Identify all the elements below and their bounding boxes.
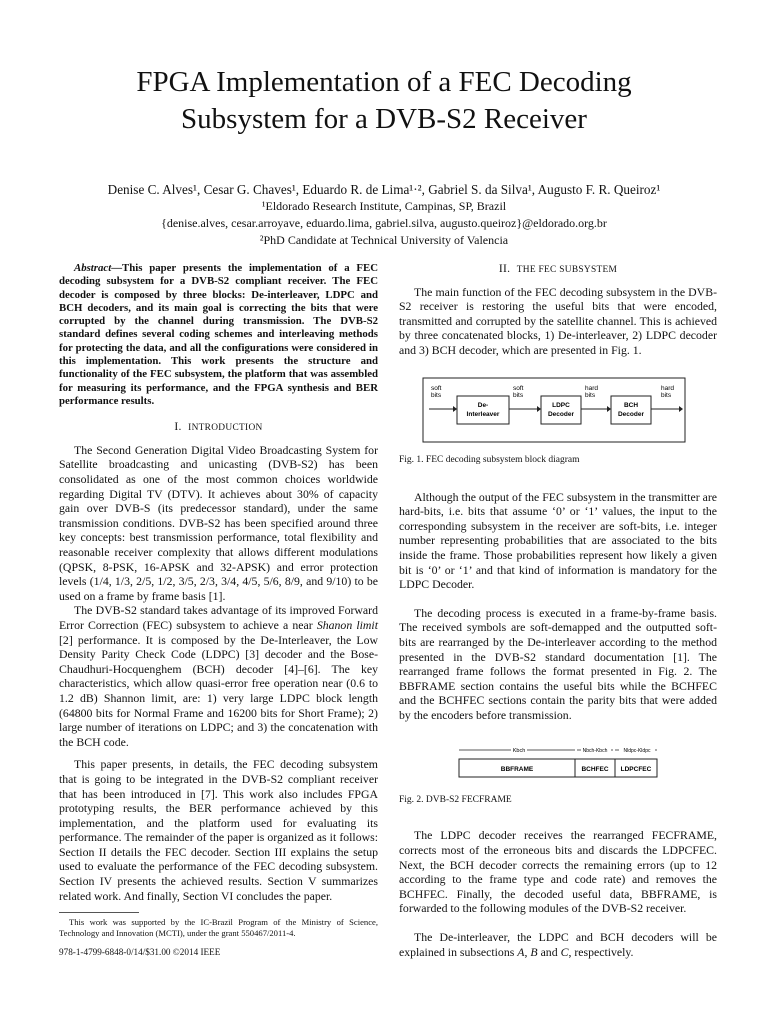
fec-paragraph-5-start: The De-interleaver, the LDPC and BCH decoders will be explained in subsections: [399, 930, 717, 959]
section-2-heading: [399, 262, 717, 278]
section-2-title: THE FEC SUBSYSTEM: [516, 265, 618, 275]
arrow-2-head: [607, 406, 611, 412]
affiliation-1: ¹Eldorado Research Institute, Campinas, SP, Brazil: [261, 199, 507, 213]
fec-paragraph-5-end: , respectively.: [568, 944, 634, 959]
subsection-c-ref: C: [560, 944, 569, 959]
fig1-block-1-line-2: Interleaver: [466, 410, 500, 418]
spacer-2: [399, 806, 717, 828]
fig1-block-2-line-2: Decoder: [547, 410, 575, 418]
fec-paragraph-1: The main function of the FEC decoding subsystem in the DVB-S2 receiver is restoring the useful bits that were encoded, transmitted and corrupted by the satellite channel. This is achieved by three concatenated blocks, 1) De-interleaver, 2) LDPC decoder and 3) BCH decoder, which are presented in Fig. 1.: [399, 284, 717, 357]
intro-paragraph-3: This paper presents, in details, the FEC decoding subsystem that is going to be integrated in the DVB-S2 compliant receiver that has been introduced in [7]. This work also includes FPGA prototyping results, the BER performance achieved by this implementation, and the platform used for evaluating its performance. The remainder of the paper is organized as it follows: Section II details the FEC decoder. Section III explains the setup used to evaluate the performance of the FEC decoding subsystem. Section IV presents the achieved results. Section V summarizes related work. And finally, Section VI concludes the paper.: [59, 757, 378, 903]
fig1-block-3-line-1: BCH: [623, 401, 639, 409]
and-sep: and: [537, 944, 561, 959]
fec-block-diagram: [399, 372, 717, 448]
bbframe-label: BBFRAME: [500, 766, 534, 774]
section-1-heading: [59, 420, 378, 436]
comma-sep: ,: [524, 944, 531, 959]
ldpcfec-label: LDPCFEC: [620, 766, 652, 774]
title-line-1: FPGA Implementation of a FEC Decoding: [136, 66, 632, 98]
spacer: [399, 466, 717, 490]
author-emails: {denise.alves, cesar.arroyave, eduardo.lima, gabriel.silva, augusto.queiroz}@eldorado.org.br: [161, 216, 607, 230]
title-line-2: Subsystem for a DVB-S2 Receiver: [181, 103, 587, 135]
section-1-number: I.: [174, 420, 182, 434]
fig1-caption: Fig. 1. FEC decoding subsystem block diagram: [399, 454, 580, 465]
fig2-caption: Fig. 2. DVB-S2 FECFRAME: [399, 795, 512, 806]
dim-label-nbch-kbch: Nbch-Kbch: [582, 748, 608, 755]
arrow-1-head: [537, 406, 541, 412]
footnote-rule: [59, 912, 139, 913]
section-1-title: INTRODUCTION: [188, 423, 263, 434]
dim-label-kbch: Kbch: [512, 748, 526, 755]
fig1-soft-label-1b: bits: [431, 391, 442, 399]
affiliation-2: ²PhD Candidate at Technical University of Valencia: [259, 233, 509, 247]
copyright-notice: 978-1-4799-6848-0/14/$31.00 ©2014 IEEE: [59, 947, 221, 958]
fig1-hard-label-1a: hard: [585, 384, 599, 392]
author-block: [0, 180, 768, 248]
diagram-frame: [423, 378, 685, 442]
section-2-number: II.: [498, 262, 511, 275]
fig1-hard-label-2b: bits: [661, 391, 672, 399]
arrow-out-head: [679, 406, 683, 412]
abstract: [59, 262, 378, 408]
dim-label-nldpc-kldpc: Nldpc-Kldpc: [623, 748, 651, 755]
ldpc-block: [541, 396, 581, 424]
fig1-soft-label-2b: bits: [513, 391, 524, 399]
intro-paragraph-1: The Second Generation Digital Video Broadcasting System for Satellite broadcasting and unicasting (DVB-S2) has been consolidated as one of the most common choices worldwide regarding Digital TV (DTV). It achieves about 30% of capacity gain over DVB-S (its predecessor standard), under the same transmission conditions. DVB-S2 has been specified around three key concepts: best transmission performance, total flexibility and reasonable receiver complexity that allows different modulations (QPSK, 8-PSK, 16-APSK and 32-APSK) and error protection levels (1/4, 1/3, 2/5, 1/2, 3/5, 2/3, 3/4, 4/5, 5/6, 8/9, and 9/10) to be used on a frame by frame basis [1].: [59, 442, 378, 603]
deinterleaver-block: [457, 396, 509, 424]
paper-title: [0, 64, 768, 138]
fec-paragraph-4: The LDPC decoder receives the rearranged FECFRAME, corrects most of the erroneous bits and discards the LDPCFEC. Next, the BCH decoder corrects the remaining errors (up to 12 according to the frame type and code rate) and removes the BCHFEC. Finally, the decoded useful data, BBFRAME, is forwarded to the following modules of the DVB-S2 receiver.: [399, 828, 717, 916]
subsection-a-ref: A: [517, 944, 525, 959]
shanon-limit-term: Shanon limit: [316, 617, 378, 632]
abstract-text: —This paper presents the implementation of a FEC decoding subsystem for a DVB-S2 compliant receiver. The FEC decoder is composed by three blocks: De-interleaver, LDPC and BCH decoders, and its main goal is correcting the bits that were corrupted by the channel during transmission. The DVB-S2 standard defines several coding schemes and interleaving methods for protecting the data, and all the configurations were considered in this implementation. This work presents the structure and functionality of the FEC subsystem, the platform that was assembled for measuring its performance, and the FPGA synthesis and BER performance results.: [59, 262, 378, 407]
bchfec-label: BCHFEC: [581, 766, 609, 774]
fig1-soft-label-1a: soft: [431, 384, 442, 392]
left-column: [59, 262, 378, 960]
subsection-b-ref: B: [530, 944, 538, 959]
fig1-block-3-line-2: Decoder: [617, 410, 645, 418]
fig1-soft-label-2a: soft: [513, 384, 524, 392]
fig1-hard-label-2a: hard: [661, 384, 675, 392]
intro-paragraph-2-start: The DVB-S2 standard takes advantage of its improved Forward Error Correction (FEC) subsystem to achieve a near: [59, 603, 378, 632]
bch-block: [611, 396, 651, 424]
abstract-label: Abstract: [74, 262, 112, 274]
intro-paragraph-2: [59, 603, 378, 749]
fig1-block-1-line-1: De-: [477, 401, 489, 409]
right-column: [399, 262, 717, 959]
intro-paragraph-2-end: [2] performance. It is composed by the De-Interleaver, the Low Density Parity Check Code (LDPC) [3] decoder and the Bose-Chaudhuri-Hocquenghem (BCH) decoder [4]–[6]. The key characteristics, which allow quasi-error free operation near (0.6 to 1.2 dB) Shannon limit, are: 1) very large LDPC block length (64800 bits for Normal Frame and 16200 bits for Short Frame); 2) large number of iterations on LDPC; and 3) the concatenation with the BCH code.: [59, 632, 378, 749]
fecframe-diagram: [399, 742, 717, 782]
author-list: Denise C. Alves¹, Cesar G. Chaves¹, Eduardo R. de Lima¹·², Gabriel S. da Silva¹, Augusto F. R. Queiroz¹: [107, 182, 661, 197]
fig1-block-2-line-1: LDPC: [552, 401, 570, 409]
fig1-hard-label-1b: bits: [585, 391, 596, 399]
arrow-in-head: [453, 406, 457, 412]
fec-paragraph-2: Although the output of the FEC subsystem in the transmitter are hard-bits, i.e. bits that assume ‘0’ or ‘1’ values, the input to the corresponding subsystem in the receiver are soft-bits, i.e. integer number representing probabilities that are associated to the bits inside the frame. Those probabilities represent how likely a given bit is ‘0’ or ‘1’ and that kind of information is mandatory for the LDPC Decoder.: [399, 489, 717, 592]
funding-footnote: This work was supported by the IC-Brazil Program of the Ministry of Science, Technology and Innovation (MCTI), under the grant 550467/2011-4.: [59, 917, 378, 939]
fec-paragraph-3: The decoding process is executed in a frame-by-frame basis. The received symbols are soft-demapped and the outputted soft-bits are rearranged by the De-interleaver according to the method presented in the DVB-S2 standard documentation [1]. The rearranged frame follows the format presented in Fig. 2. The BBFRAME section contains the useful bits while the BCHFEC and the BCHFEC sections contain the parity bits that were added by the encoders before transmission.: [399, 605, 717, 722]
fec-paragraph-5: [399, 930, 717, 959]
